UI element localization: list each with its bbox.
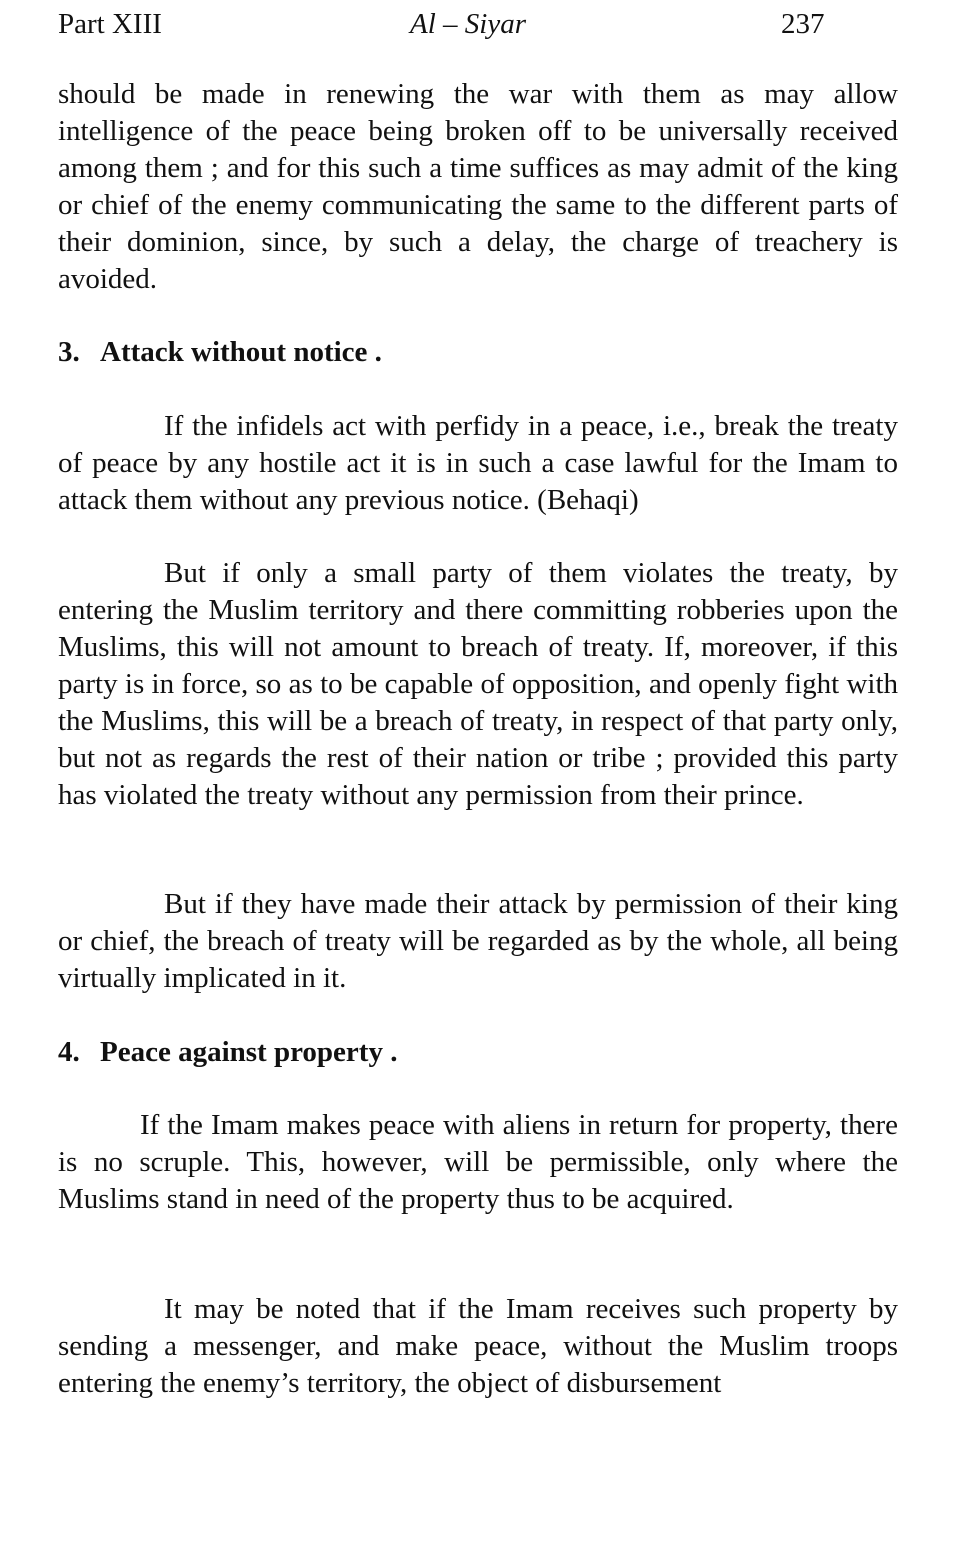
paragraph-permission: But if they have made their attack by permission of their king or chief, the breach of treaty will be regarded as by the whole, all being virtually implicated in it. (58, 888, 898, 994)
paragraph-property: If the Imam makes peace with aliens in return for property, there is no scruple. This, however, will be permissible, only where the Muslims stand in need of the property thus to be acquired. (58, 1109, 898, 1215)
section-number: 4. (58, 1036, 80, 1068)
running-head (58, 4, 840, 44)
paragraph-small-party: But if only a small party of them violates the treaty, by entering the Muslim territory and there committing robberies upon the Muslims, this will not amount to breach of treaty. If, moreover, if this party is in force, so as to be capable of opposition, and openly fight with the Muslims, this will be a breach of treaty, in respect of that party only, but not as regards the rest of their nation or tribe ; provided this party has violated the treaty without any permission from their prince. (58, 557, 898, 811)
paragraph-infidels: If the infidels act with perfidy in a peace, i.e., break the treaty of peace by any hostile act it is in such a case lawful for the Imam to attack them without any previous notice. (Behaqi) (58, 410, 898, 516)
section-title: Peace against property . (100, 1036, 398, 1068)
section-number: 3. (58, 336, 80, 368)
paragraph-messenger: It may be noted that if the Imam receives such property by sending a messenger, and make peace, without the Muslim troops entering the enemy’s territory, the object of disbursement (58, 1293, 898, 1399)
section-heading-4 (58, 1034, 397, 1071)
paragraph-continuation: should be made in renewing the war with them as may allow intelligence of the peace being broken off to be universally received among them ; and for this such a time suffices as may admit of the king or chief of the enemy communicating the same to the different parts of their dominion, since, by such a delay, the charge of treachery is avoided. (58, 78, 898, 295)
page-number: 237 (781, 8, 825, 40)
section-title: Attack without notice . (100, 336, 382, 368)
section-heading-3 (58, 334, 382, 371)
part-label: Part XIII (58, 8, 162, 40)
book-title: Al – Siyar (410, 8, 526, 40)
